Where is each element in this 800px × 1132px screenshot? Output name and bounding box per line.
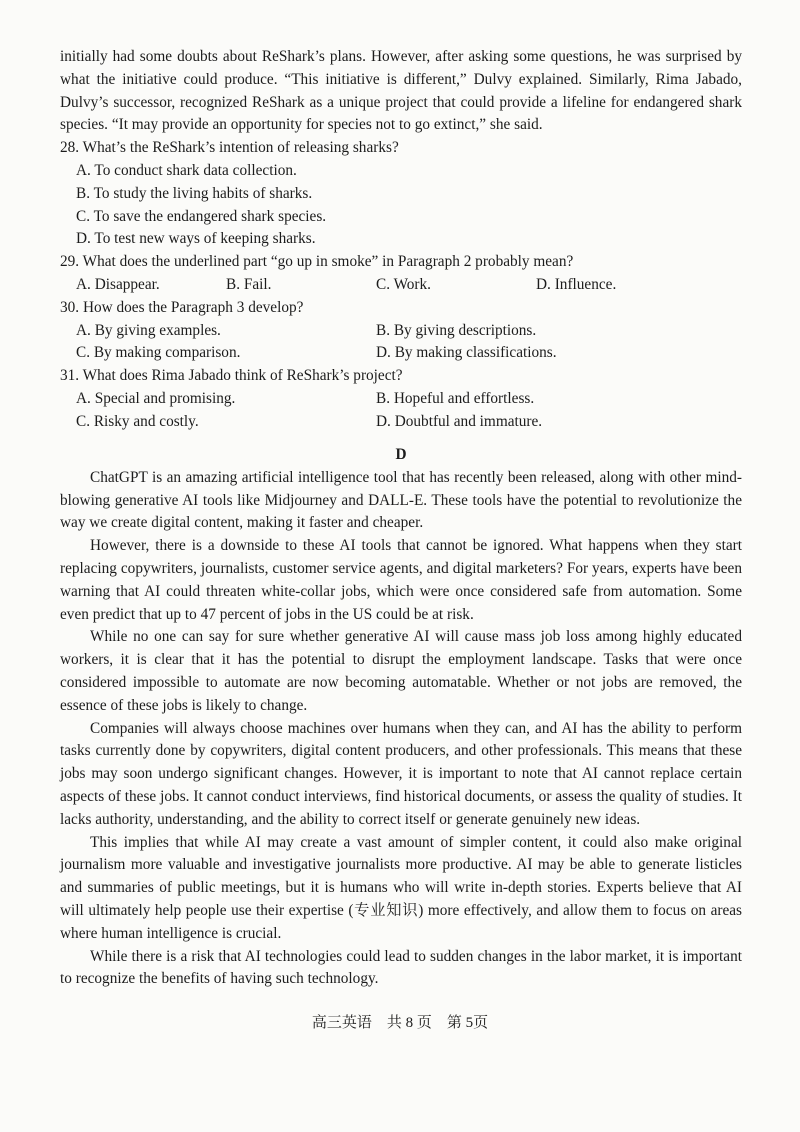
option: B. Fail.	[226, 275, 272, 293]
question-31	[60, 365, 742, 433]
option: D. Influence.	[536, 275, 617, 293]
option: B. By giving descriptions.	[376, 321, 537, 339]
option: C. To save the endangered shark species.	[76, 207, 327, 225]
question-30	[60, 297, 742, 365]
option: C. Risky and costly.	[76, 412, 199, 430]
question-stem: 31. What does Rima Jabado think of ReShark’s project?	[60, 367, 403, 385]
passage-c-end	[60, 46, 742, 434]
paragraph: While no one can say for sure whether generative AI will cause mass job loss among highly educated workers, it is clear that it has the potential to disrupt the employment landscape. Tasks that were once considered impossible to automate are now becoming automatable. Whether or not jobs are removed, the essence of these jobs is likely to change.	[60, 628, 742, 714]
paragraph: While there is a risk that AI technologies could lead to sudden changes in the labor market, it is important to recognize the benefits of having such technology.	[60, 947, 742, 988]
option: C. Work.	[376, 275, 432, 293]
page-footer: 高三英语 共 8 页 第 5页	[311, 1015, 489, 1031]
paragraph: ChatGPT is an amazing artificial intelligence tool that has recently been released, along with other mind-blowing generative AI tools like Midjourney and DALL-E. These tools have the potential to revolutionize the way we create digital content, making it faster and cheaper.	[60, 468, 742, 532]
question-29	[60, 251, 742, 297]
option: D. By making classifications.	[376, 344, 557, 362]
section-heading: D	[395, 446, 407, 463]
paragraph: This implies that while AI may create a vast amount of simpler content, it could also make original journalism more valuable and investigative journalists more productive. AI may be able to generate listicles and summaries of public meetings, but it is humans who will write in-depth stories. Experts believe that AI will ultimately help people use their expertise (专业知识) more effectively, and allow them to focus on areas where human intelligence is crucial.	[60, 833, 742, 942]
option: D. To test new ways of keeping sharks.	[76, 230, 316, 248]
paragraph: However, there is a downside to these AI tools that cannot be ignored. What happens when they start replacing copywriters, journalists, customer service agents, and digital marketers? For years, experts have been warning that AI could threaten white-collar jobs, which were once considered safe from automation. Some even predict that up to 47 percent of jobs in the US could be at risk.	[60, 537, 742, 623]
option: B. Hopeful and effortless.	[376, 389, 535, 407]
question-stem: 30. How does the Paragraph 3 develop?	[60, 298, 304, 316]
question-28	[60, 137, 742, 251]
option: D. Doubtful and immature.	[376, 412, 543, 430]
option: B. To study the living habits of sharks.	[76, 184, 313, 202]
option: A. By giving examples.	[76, 321, 221, 339]
paragraph: Companies will always choose machines over humans when they can, and AI has the ability to perform tasks currently done by copywriters, digital content producers, and other professionals. This means that these jobs may soon undergo significant changes. However, it is important to note that AI cannot replace certain aspects of these jobs. It cannot conduct interviews, find historical documents, or assess the quality of studies. It lacks authority, understanding, and the ability to correct itself or generate genuinely new ideas.	[60, 719, 742, 828]
option: A. Disappear.	[76, 275, 160, 293]
question-stem: 29. What does the underlined part “go up in smoke” in Paragraph 2 probably mean?	[60, 253, 574, 271]
question-stem: 28. What’s the ReShark’s intention of releasing sharks?	[60, 139, 399, 157]
intro-paragraph: initially had some doubts about ReShark’s plans. However, after asking some questions, he was surprised by what the initiative could produce. “This initiative is different,” Dulvy explained. Similarly, Rima Jabado, Dulvy’s successor, recognized ReShark as a unique project that could provide a lifeline for endangered shark species. “It may provide an opportunity for species not to go extinct,” she said.	[60, 48, 742, 134]
option: A. Special and promising.	[76, 389, 236, 407]
option: A. To conduct shark data collection.	[76, 161, 297, 179]
option: C. By making comparison.	[76, 344, 241, 362]
passage-d	[60, 444, 742, 991]
